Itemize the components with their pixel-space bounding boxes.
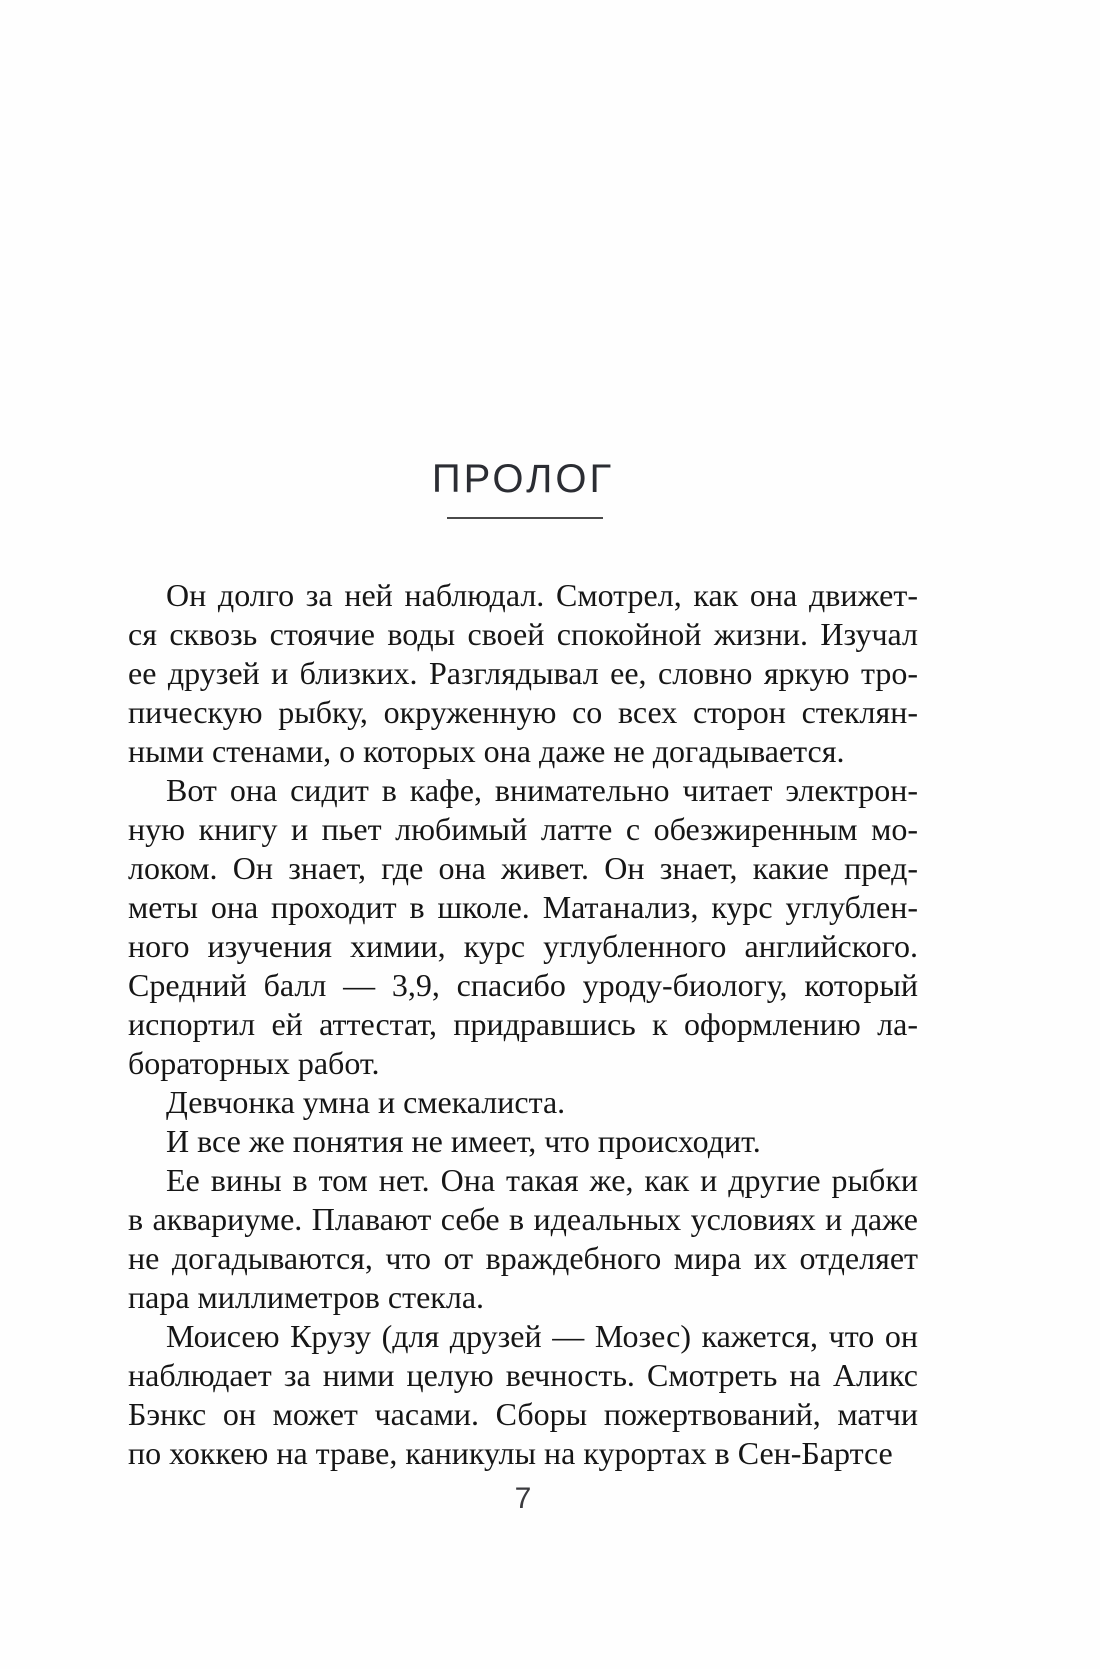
text-line: ными стенами, о которых она даже не догадывается. xyxy=(128,733,845,769)
text-line: в аквариуме. Плавают себе в идеальных условиях и даже xyxy=(128,1201,918,1237)
page-number: 7 xyxy=(514,1482,532,1515)
text-line: ную книгу и пьет любимый латте с обезжиренным мо- xyxy=(128,811,918,847)
text-line: Ее вины в том нет. Она такая же, как и другие рыбки xyxy=(166,1162,918,1198)
text-line: ся сквозь стоячие воды своей спокойной жизни. Изучал xyxy=(128,616,918,652)
text-line: по хоккею на траве, каникулы на курортах в Сен-Бартсе xyxy=(128,1435,893,1471)
text-line: бораторных работ. xyxy=(128,1045,380,1081)
text-line: И все же понятия не имеет, что происходит. xyxy=(166,1123,761,1159)
paragraph xyxy=(128,1083,918,1122)
heading-divider xyxy=(447,517,603,519)
paragraph xyxy=(128,576,918,771)
paragraph xyxy=(128,1122,918,1161)
paragraph xyxy=(128,1161,918,1317)
paragraph xyxy=(128,1317,918,1473)
paragraph xyxy=(128,771,918,1083)
text-line: меты она проходит в школе. Матанализ, курс углублен- xyxy=(128,889,918,925)
text-line: Он долго за ней наблюдал. Смотрел, как она движет- xyxy=(166,577,918,613)
text-line: наблюдает за ними целую вечность. Смотреть на Аликс xyxy=(128,1357,918,1393)
text-line: ее друзей и близких. Разглядывал ее, словно яркую тро- xyxy=(128,655,918,691)
text-line: ного изучения химии, курс углубленного английского. xyxy=(128,928,918,964)
text-line: пическую рыбку, окруженную со всех сторон стеклян- xyxy=(128,694,918,730)
text-line: Бэнкс он может часами. Сборы пожертвований, матчи xyxy=(128,1396,918,1432)
text-line: Моисею Крузу (для друзей — Мозес) кажется, что он xyxy=(166,1318,918,1354)
text-block xyxy=(128,576,918,1473)
text-line: Девчонка умна и смекалиста. xyxy=(166,1084,566,1120)
text-line: локом. Он знает, где она живет. Он знает, какие пред- xyxy=(128,850,918,886)
chapter-heading: ПРОЛОГ xyxy=(431,457,615,501)
text-line: Вот она сидит в кафе, внимательно читает электрон- xyxy=(166,772,918,808)
text-line: Средний балл — 3,9, спасибо уроду-биологу, который xyxy=(128,967,918,1003)
text-line: не догадываются, что от враждебного мира их отделяет xyxy=(128,1240,918,1276)
text-line: пара миллиметров стекла. xyxy=(128,1279,485,1315)
text-line: испортил ей аттестат, придравшись к оформлению ла- xyxy=(128,1006,918,1042)
